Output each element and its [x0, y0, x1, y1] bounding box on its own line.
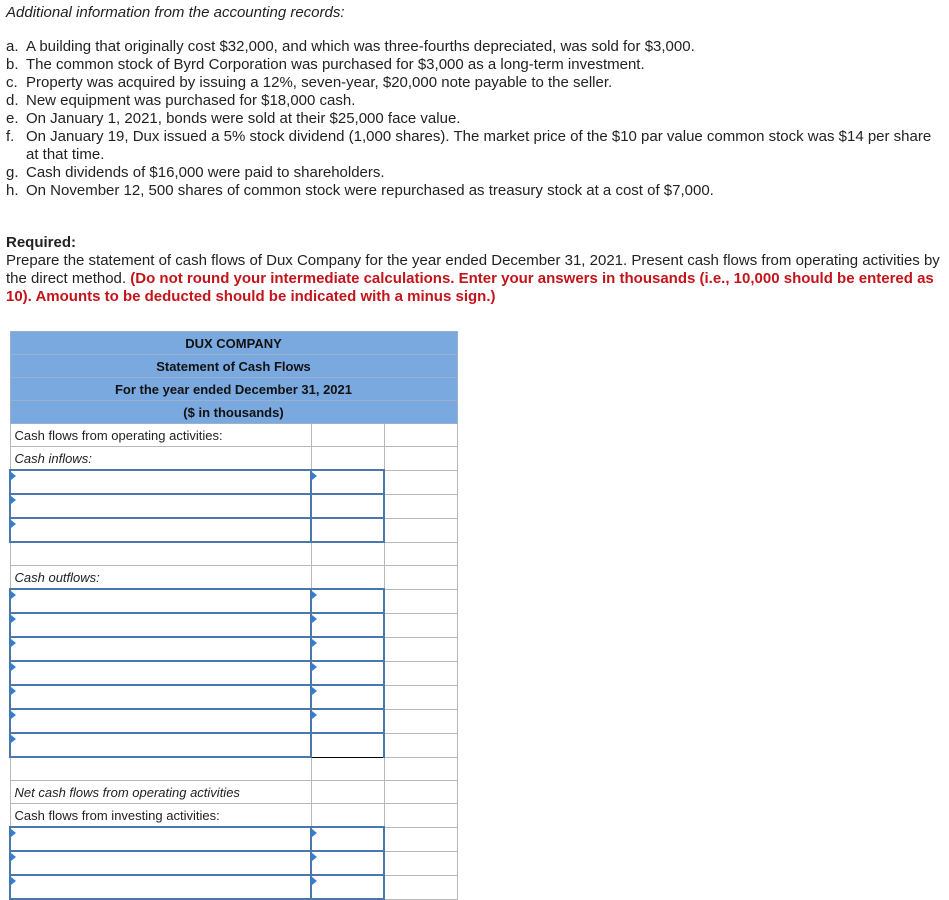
outflow-account-select-6[interactable] [10, 709, 311, 733]
table-row [10, 827, 457, 851]
amount-field[interactable] [312, 638, 383, 660]
item-text: Cash dividends of $16,000 were paid to shareholders. [26, 164, 385, 181]
item-letter: b. [6, 56, 19, 73]
amount-field[interactable] [312, 590, 383, 612]
statement-units: ($ in thousands) [10, 401, 457, 424]
table-row [10, 494, 457, 518]
item-letter: e. [6, 110, 19, 127]
amount-field[interactable] [312, 710, 383, 732]
inflow-amount-input-1[interactable] [311, 470, 384, 494]
table-row [10, 733, 457, 757]
table-row [10, 566, 457, 590]
inflow-amount-input-2[interactable] [311, 494, 384, 518]
info-item-a [6, 38, 941, 56]
table-row [10, 781, 457, 804]
dropdown-arrow-icon [11, 496, 16, 504]
required-text: Prepare the statement of cash flows of Dux Company for the year ended December 31, 2021. Present cash flows from operating activities by the direct method. [6, 252, 940, 287]
amount-field[interactable] [312, 734, 383, 757]
outflow-amount-input-4[interactable] [311, 661, 384, 685]
dropdown-arrow-icon [312, 711, 317, 719]
amount-field[interactable] [312, 662, 383, 684]
dropdown-arrow-icon [312, 639, 317, 647]
dropdown-arrow-icon [11, 472, 16, 480]
dropdown-arrow-icon [312, 615, 317, 623]
dropdown-arrow-icon [11, 877, 16, 885]
company-name: DUX COMPANY [10, 332, 457, 355]
investing-amount-input-3[interactable] [311, 875, 384, 899]
amount-field[interactable] [312, 876, 383, 898]
required-title: Required: [6, 234, 77, 251]
intro-text: Additional information from the accounting records: [6, 4, 345, 21]
item-letter: f. [6, 128, 15, 145]
statement-period: For the year ended December 31, 2021 [10, 378, 457, 401]
outflow-account-select-7[interactable] [10, 733, 311, 757]
outflow-account-select-5[interactable] [10, 685, 311, 709]
item-letter: g. [6, 164, 19, 181]
table-row [10, 851, 457, 875]
cash-outflows-label: Cash outflows: [10, 566, 311, 590]
investing-amount-input-2[interactable] [311, 851, 384, 875]
table-row [10, 589, 457, 613]
investing-account-select-2[interactable] [10, 851, 311, 875]
required-instructions [6, 252, 941, 306]
dropdown-arrow-icon [11, 591, 16, 599]
table-row [10, 613, 457, 637]
inflow-account-select-1[interactable] [10, 470, 311, 494]
dropdown-arrow-icon [312, 877, 317, 885]
item-text: The common stock of Byrd Corporation was purchased for $3,000 as a long-term investment. [26, 56, 645, 73]
dropdown-arrow-icon [11, 735, 16, 743]
item-letter: a. [6, 38, 19, 55]
inflow-amount-input-3[interactable] [311, 518, 384, 542]
dropdown-arrow-icon [312, 829, 317, 837]
item-letter: d. [6, 92, 19, 109]
info-item-c [6, 74, 941, 92]
dropdown-arrow-icon [312, 472, 317, 480]
outflow-account-select-4[interactable] [10, 661, 311, 685]
table-row [10, 637, 457, 661]
item-text: Property was acquired by issuing a 12%, seven-year, $20,000 note payable to the seller. [26, 74, 613, 91]
info-item-f [6, 128, 941, 164]
info-item-b [6, 56, 941, 74]
item-text: New equipment was purchased for $18,000 cash. [26, 92, 356, 109]
item-letter: c. [6, 74, 18, 91]
dropdown-arrow-icon [11, 615, 16, 623]
item-text: On January 19, Dux issued a 5% stock dividend (1,000 shares). The market price of the $10 par value common stock was $14 per share at that time. [26, 128, 932, 163]
outflow-amount-input-2[interactable] [311, 613, 384, 637]
investing-account-select-3[interactable] [10, 875, 311, 899]
dropdown-arrow-icon [11, 711, 16, 719]
inflow-account-select-3[interactable] [10, 518, 311, 542]
table-row [10, 447, 457, 471]
amount-field[interactable] [312, 495, 383, 517]
amount-field[interactable] [312, 852, 383, 874]
operating-activities-label: Cash flows from operating activities: [10, 424, 311, 447]
required-section [6, 234, 941, 306]
dropdown-arrow-icon [11, 853, 16, 861]
table-row [10, 470, 457, 494]
outflow-account-select-1[interactable] [10, 589, 311, 613]
table-row [10, 875, 457, 899]
table-row [10, 757, 457, 781]
item-text: A building that originally cost $32,000, and which was three-fourths depreciated, was sold for $3,000. [26, 38, 695, 55]
dropdown-arrow-icon [11, 829, 16, 837]
amount-field[interactable] [312, 828, 383, 850]
item-letter: h. [6, 182, 19, 199]
outflow-account-select-2[interactable] [10, 613, 311, 637]
outflow-amount-input-6[interactable] [311, 709, 384, 733]
dropdown-arrow-icon [11, 687, 16, 695]
dropdown-arrow-icon [11, 520, 16, 528]
item-text: On November 12, 500 shares of common stock were repurchased as treasury stock at a cost of $7,000. [26, 182, 714, 199]
info-item-h [6, 182, 941, 200]
investing-amount-input-1[interactable] [311, 827, 384, 851]
outflow-amount-input-1[interactable] [311, 589, 384, 613]
info-list [6, 38, 941, 200]
outflow-amount-input-5[interactable] [311, 685, 384, 709]
table-row [10, 709, 457, 733]
cash-inflows-label: Cash inflows: [10, 447, 311, 471]
amount-field[interactable] [312, 614, 383, 636]
net-operating-label: Net cash flows from operating activities [10, 781, 311, 804]
outflow-amount-input-3[interactable] [311, 637, 384, 661]
statement-title: Statement of Cash Flows [10, 355, 457, 378]
table-row [10, 518, 457, 542]
table-row [10, 685, 457, 709]
dropdown-arrow-icon [312, 687, 317, 695]
outflow-account-select-3[interactable] [10, 637, 311, 661]
dropdown-arrow-icon [312, 853, 317, 861]
table-row [10, 424, 457, 447]
item-text: On January 1, 2021, bonds were sold at their $25,000 face value. [26, 110, 461, 127]
investing-activities-label: Cash flows from investing activities: [10, 804, 311, 828]
required-emphasis: (Do not round your intermediate calculations. Enter your answers in thousands (i.e., 10,000 should be entered as 10). Amounts to be deducted should be indicated with a minus sign.) [6, 270, 934, 305]
table-row [10, 542, 457, 566]
info-item-e [6, 110, 941, 128]
info-item-g [6, 164, 941, 182]
table-row [10, 661, 457, 685]
outflow-amount-input-7[interactable] [311, 733, 384, 757]
amount-field[interactable] [312, 471, 383, 493]
dropdown-arrow-icon [312, 663, 317, 671]
dropdown-arrow-icon [11, 639, 16, 647]
inflow-account-select-2[interactable] [10, 494, 311, 518]
cash-flow-statement-table [9, 331, 458, 900]
table-row [10, 804, 457, 828]
amount-field[interactable] [312, 686, 383, 708]
info-item-d [6, 92, 941, 110]
dropdown-arrow-icon [312, 591, 317, 599]
investing-account-select-1[interactable] [10, 827, 311, 851]
dropdown-arrow-icon [11, 663, 16, 671]
amount-field[interactable] [312, 519, 383, 541]
